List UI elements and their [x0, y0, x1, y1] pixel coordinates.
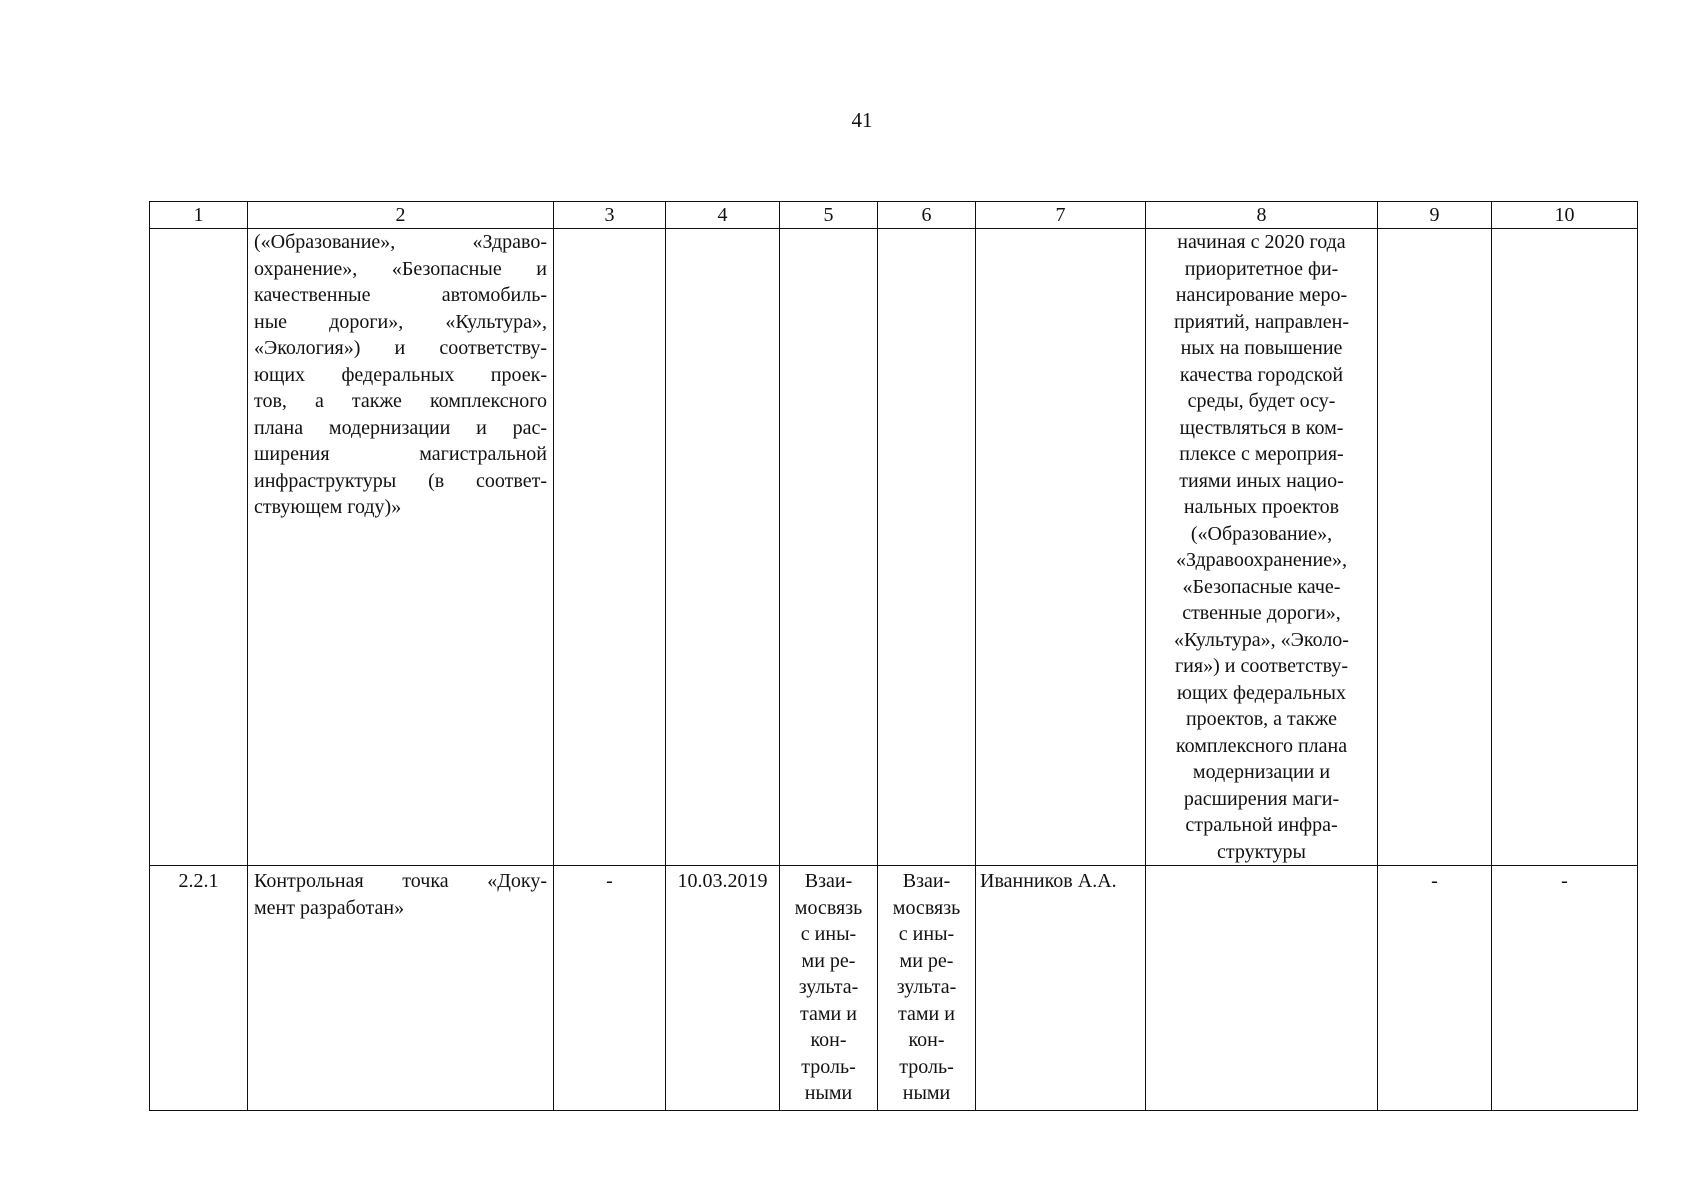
cell-relation: Взаи- мосвязь с ины- ми ре- зульта- тами и кон- троль- ными: [878, 866, 976, 1111]
cell-dash: -: [1492, 866, 1638, 1111]
table-row: [150, 866, 1638, 1111]
cell-empty: [976, 229, 1146, 866]
cell-empty: [554, 229, 666, 866]
cell-description: («Образование», «Здраво- охранение», «Безопасные и качественные автомобиль- ные дороги», «Культура», «Экология») и соответству- ющих федеральных проек- тов, а также комплексного плана модернизации и рас- ширения магистральной инфраструктуры (в соответ- ствующем году)»: [248, 229, 554, 866]
column-header: 4: [666, 202, 780, 229]
column-header: 6: [878, 202, 976, 229]
column-header: 7: [976, 202, 1146, 229]
column-header: 2: [248, 202, 554, 229]
column-header: 8: [1146, 202, 1378, 229]
column-header: 9: [1378, 202, 1492, 229]
cell-empty: [780, 229, 878, 866]
column-header: 1: [150, 202, 248, 229]
cell-dash: -: [1378, 866, 1492, 1111]
cell-description: Контрольная точка «Доку- мент разработан»: [248, 866, 554, 1111]
cell-number: 2.2.1: [150, 866, 248, 1111]
header-row: [150, 202, 1638, 229]
cell-dash: -: [554, 866, 666, 1111]
column-header: 5: [780, 202, 878, 229]
table-row: [150, 229, 1638, 866]
cell-comment: начиная с 2020 года приоритетное фи- нансирование меро- приятий, направлен- ных на повышение качества городской среды, будет осу- ществляться в ком- плексе с мероприя- тиями иных нацио- нальных проектов («Образование», «Здравоохранение», «Безопасные каче- ственные дороги», «Культура», «Эколо- гия») и соответству- ющих федеральных проектов, а также комплексного плана модернизации и расширения маги- стральной инфра- структуры: [1146, 229, 1378, 866]
cell-relation: Взаи- мосвязь с ины- ми ре- зульта- тами и кон- троль- ными: [780, 866, 878, 1111]
cell-empty: [1378, 229, 1492, 866]
page-number: 41: [851, 108, 873, 132]
cell-comment: [1146, 866, 1378, 1111]
cell-empty: [878, 229, 976, 866]
plan-table: [149, 201, 1638, 1111]
cell-responsible: Иванников А.А.: [976, 866, 1146, 1111]
column-header: 10: [1492, 202, 1638, 229]
column-header: 3: [554, 202, 666, 229]
cell-empty: [666, 229, 780, 866]
cell-empty: [1492, 229, 1638, 866]
cell-date: 10.03.2019: [666, 866, 780, 1111]
cell-empty: [150, 229, 248, 866]
